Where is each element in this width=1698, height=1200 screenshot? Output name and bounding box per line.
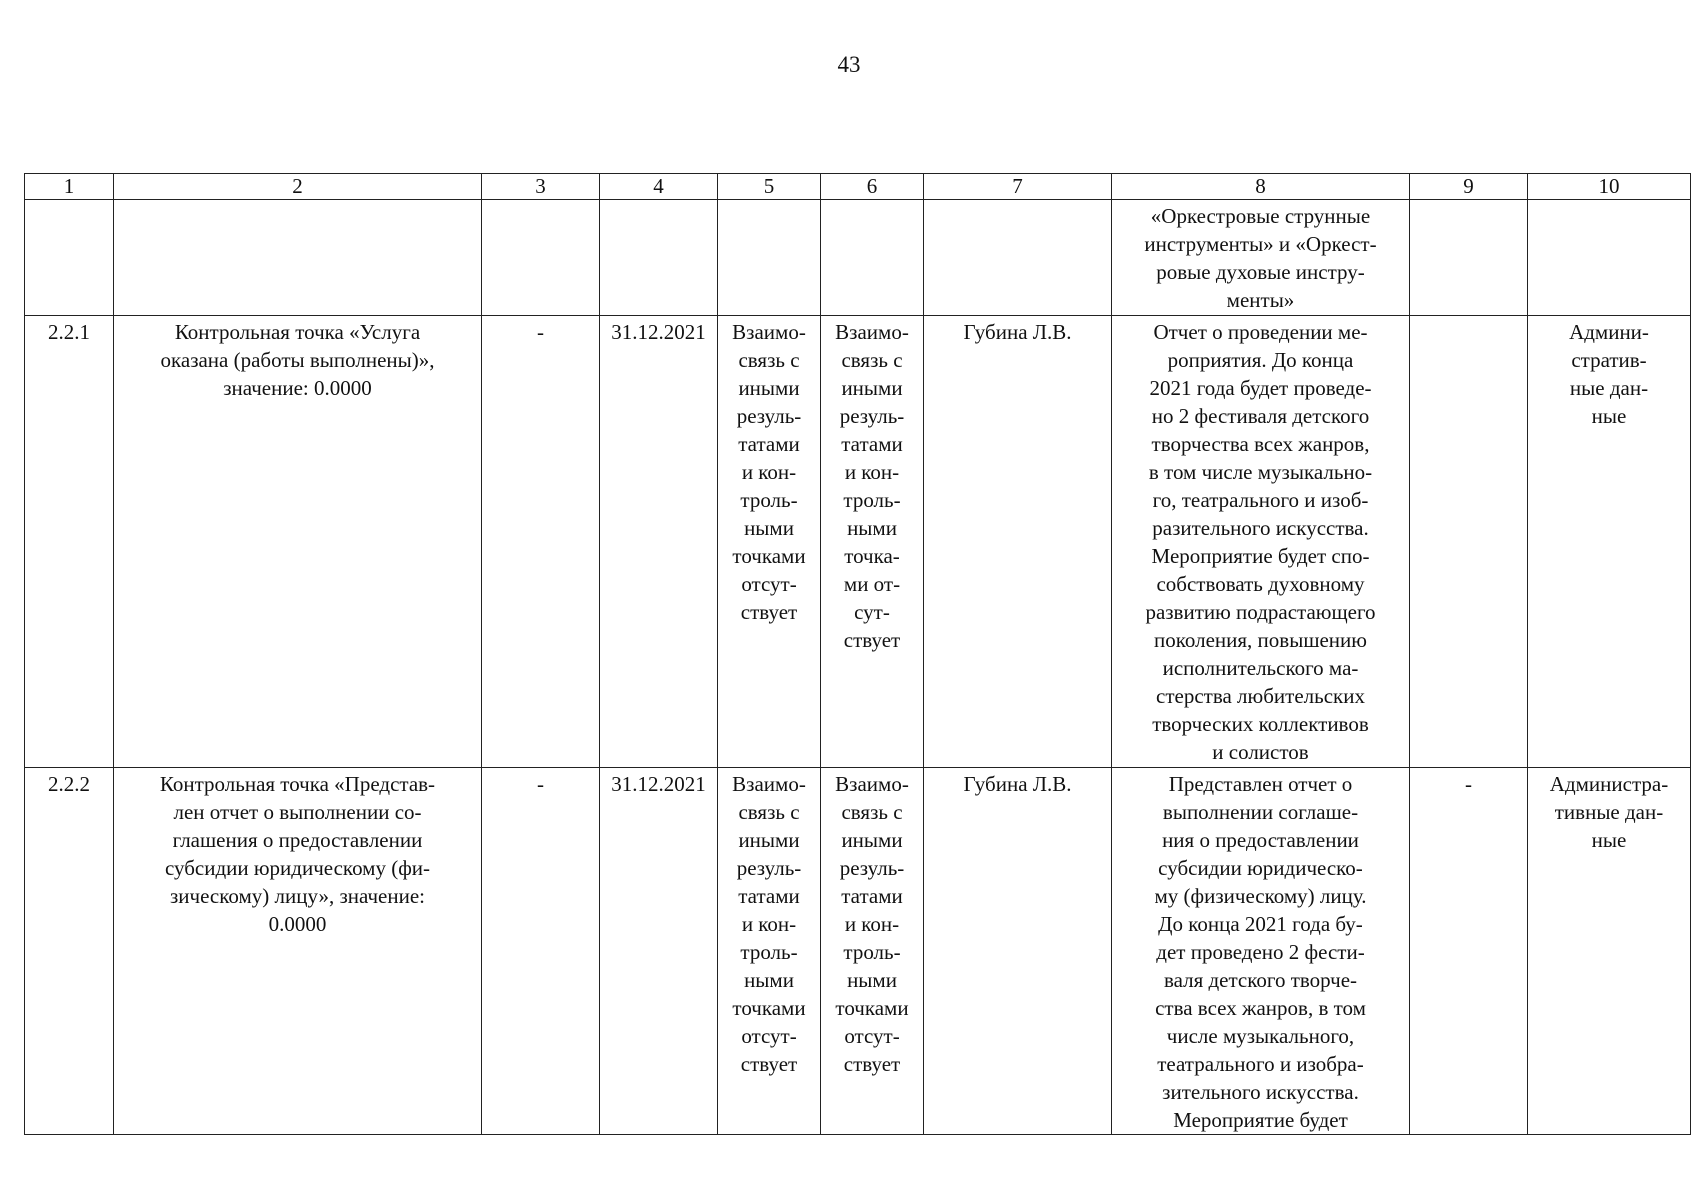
- cell-col3: -: [482, 768, 600, 1135]
- cell-number: 2.2.1: [25, 316, 114, 768]
- cell-source: [1528, 200, 1691, 316]
- cell-number: [25, 200, 114, 316]
- cell-col5: Взаимо- связь с иными резуль- татами и кон- троль- ными точками отсут- ствует: [718, 316, 821, 768]
- col-header-3: 3: [482, 174, 600, 200]
- cell-source: Администра- тивные дан- ные: [1528, 768, 1691, 1135]
- col-header-4: 4: [600, 174, 718, 200]
- cell-number: 2.2.2: [25, 768, 114, 1135]
- col-header-6: 6: [821, 174, 924, 200]
- cell-col5: Взаимо- связь с иными резуль- татами и кон- троль- ными точками отсут- ствует: [718, 768, 821, 1135]
- cell-responsible: Губина Л.В.: [924, 316, 1112, 768]
- cell-date: 31.12.2021: [600, 316, 718, 768]
- col-header-9: 9: [1410, 174, 1528, 200]
- cell-name: [114, 200, 482, 316]
- cell-col9: -: [1410, 768, 1528, 1135]
- cell-col6: [821, 200, 924, 316]
- table-row: [25, 316, 1691, 768]
- cell-responsible: Губина Л.В.: [924, 768, 1112, 1135]
- col-header-1: 1: [25, 174, 114, 200]
- cell-col3: [482, 200, 600, 316]
- cell-col9: [1410, 200, 1528, 316]
- cell-description: Представлен отчет о выполнении соглаше- ния о предоставлении субсидии юридическо- му (физическому) лицу. До конца 2021 года бу- дет проведено 2 фести- валя детского творче- ства всех жанров, в том числе музыкального, театрального и изобра- зительного искусства. Мероприятие будет: [1112, 768, 1410, 1135]
- cell-col5: [718, 200, 821, 316]
- table-row: [25, 768, 1691, 1135]
- cell-description: Отчет о проведении ме- роприятия. До конца 2021 года будет проведе- но 2 фестиваля детского творчества всех жанров, в том числе музыкально- го, театрального и изоб- разительного искусства. Мероприятие будет спо- собствовать духовному развитию подрастающего поколения, повышению исполнительского ма- стерства любительских творческих коллективов и солистов: [1112, 316, 1410, 768]
- cell-responsible: [924, 200, 1112, 316]
- col-header-5: 5: [718, 174, 821, 200]
- cell-col6: Взаимо- связь с иными резуль- татами и кон- троль- ными точками отсут- ствует: [821, 768, 924, 1135]
- cell-date: 31.12.2021: [600, 768, 718, 1135]
- cell-col6: Взаимо- связь с иными резуль- татами и кон- троль- ными точка- ми от- сут- ствует: [821, 316, 924, 768]
- page-number: 43: [837, 52, 861, 77]
- cell-date: [600, 200, 718, 316]
- col-header-10: 10: [1528, 174, 1691, 200]
- cell-name: Контрольная точка «Представ- лен отчет о выполнении со- глашения о предоставлении субсидии юридическому (фи- зическому) лицу», значение: 0.0000: [114, 768, 482, 1135]
- col-header-2: 2: [114, 174, 482, 200]
- cell-source: Админи- стратив- ные дан- ные: [1528, 316, 1691, 768]
- control-points-table: [24, 173, 1691, 1135]
- cell-col9: [1410, 316, 1528, 768]
- col-header-7: 7: [924, 174, 1112, 200]
- cell-name: Контрольная точка «Услуга оказана (работы выполнены)», значение: 0.0000: [114, 316, 482, 768]
- table-row: [25, 200, 1691, 316]
- header-row: [25, 174, 1691, 200]
- cell-description: «Оркестровые струнные инструменты» и «Оркест- ровые духовые инстру- менты»: [1112, 200, 1410, 316]
- col-header-8: 8: [1112, 174, 1410, 200]
- cell-col3: -: [482, 316, 600, 768]
